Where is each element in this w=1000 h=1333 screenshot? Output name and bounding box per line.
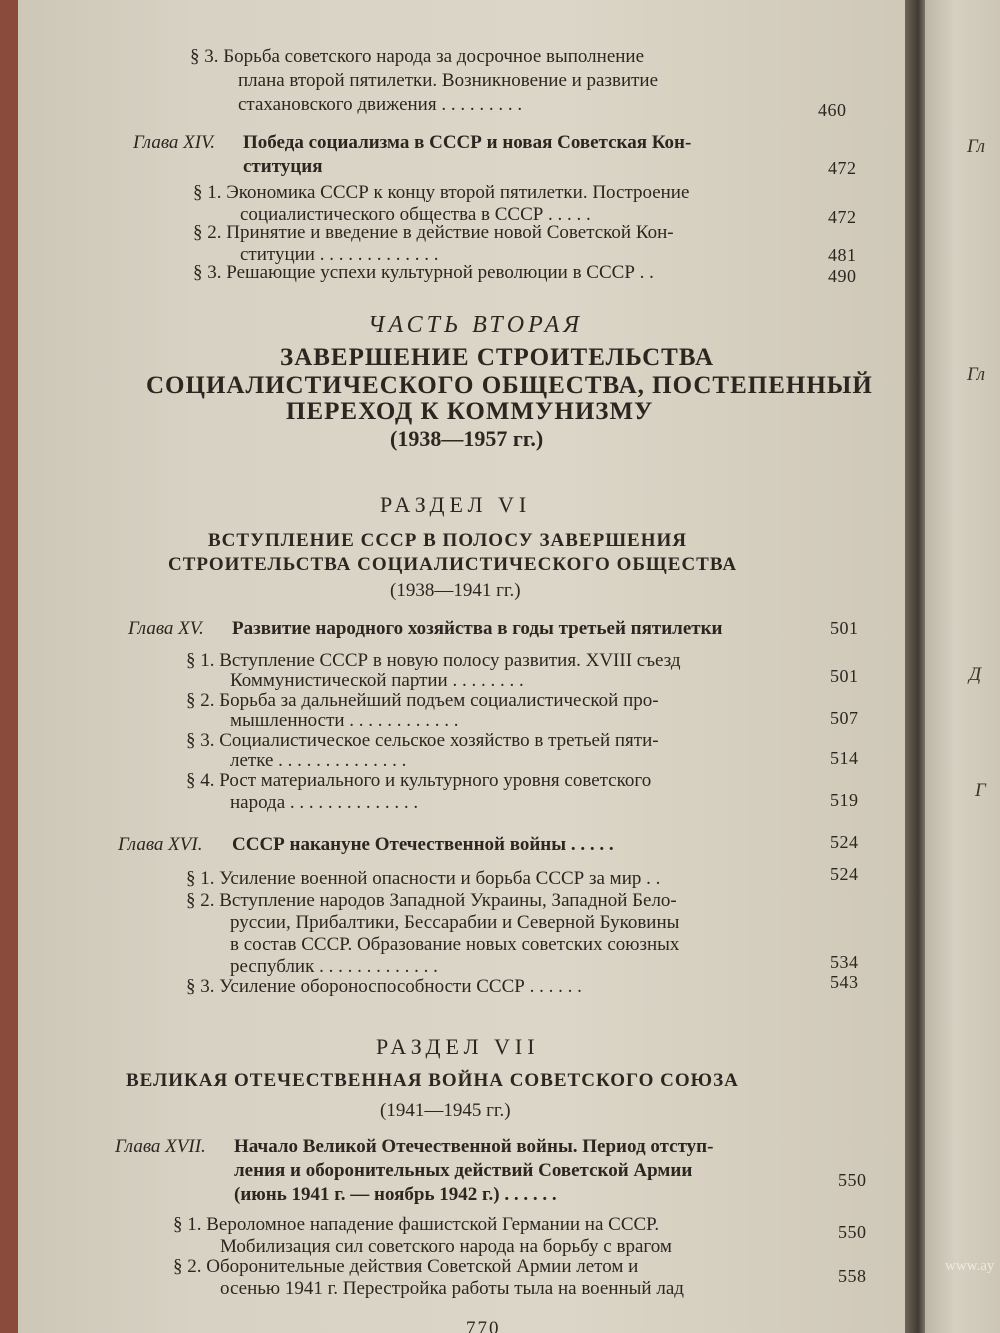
ch15-item-1-line1: § 1. Вступление СССР в новую полосу развития. XVIII съезд (186, 650, 681, 671)
chapter-14-title-line1: Победа социализма в СССР и новая Советская Кон- (243, 132, 692, 153)
ch15-item-1-line2: Коммунистической партии . . . . . . . . (230, 670, 524, 691)
ch16-item-3-line1: § 3. Усиление обороноспособности СССР . . . . . . (186, 976, 582, 997)
right-page-fragment: Гл (967, 364, 986, 385)
ch15-item-1-page: 501 (830, 666, 859, 686)
ch14-item-1-line1: § 1. Экономика СССР к концу второй пятилетки. Построение (193, 182, 690, 203)
chapter-14-label: Глава XIV. (133, 132, 216, 153)
toc-para-3-page: 460 (818, 100, 847, 120)
ch16-item-2-line3: в состав СССР. Образование новых советских союзных (230, 934, 680, 955)
ch17-item-2-line1: § 2. Оборонительные действия Советской Армии летом и (173, 1256, 639, 1277)
chapter-15-label: Глава XV. (128, 618, 204, 639)
section-6-title-line2: СТРОИТЕЛЬСТВА СОЦИАЛИСТИЧЕСКОГО ОБЩЕСТВА (168, 554, 738, 575)
ch16-item-2-line4: республик . . . . . . . . . . . . . (230, 956, 438, 977)
ch15-item-3-line2: летке . . . . . . . . . . . . . . (230, 750, 407, 771)
right-page-fragment: Г (975, 780, 986, 801)
ch16-item-2-line2: руссии, Прибалтики, Бессарабии и Северной Буковины (230, 912, 680, 933)
ch15-item-4-page: 519 (830, 790, 859, 810)
chapter-14-title-line2: ституция (243, 156, 323, 177)
ch16-item-2-page: 534 (830, 952, 859, 972)
ch14-item-2-line2: ституции . . . . . . . . . . . . . (240, 244, 439, 265)
chapter-17-label: Глава XVII. (115, 1136, 206, 1157)
ch15-item-4-line2: народа . . . . . . . . . . . . . . (230, 792, 419, 813)
chapter-17-line2: ления и оборонительных действий Советской Армии (234, 1160, 693, 1181)
ch15-item-3-line1: § 3. Социалистическое сельское хозяйство в третьей пяти- (186, 730, 659, 751)
ch16-item-1-page: 524 (830, 864, 859, 884)
ch17-item-2-page: 558 (838, 1266, 867, 1286)
ch15-item-2-line2: мышленности . . . . . . . . . . . . (230, 710, 459, 731)
ch15-item-2-page: 507 (830, 708, 859, 728)
chapter-15-page: 501 (830, 618, 859, 638)
ch14-item-3-line1: § 3. Решающие успехи культурной революции в СССР . . (193, 262, 654, 283)
ch16-item-1-line1: § 1. Усиление военной опасности и борьба СССР за мир . . (186, 868, 661, 889)
chapter-15-title: Развитие народного хозяйства в годы третьей пятилетки (232, 618, 723, 639)
right-page-fragment: Гл (967, 136, 986, 157)
toc-para-3-line2: плана второй пятилетки. Возникновение и развитие (238, 70, 659, 91)
ch15-item-4-line1: § 4. Рост материального и культурного уровня советского (186, 770, 652, 791)
ch16-item-2-line1: § 2. Вступление народов Западной Украины, Западной Бело- (186, 890, 677, 911)
ch16-item-3-page: 543 (830, 972, 859, 992)
part-two-title-line1: ЗАВЕРШЕНИЕ СТРОИТЕЛЬСТВА (280, 344, 714, 371)
chapter-16-page: 524 (830, 832, 859, 852)
toc-para-3-line3: стахановского движения . . . . . . . . . (238, 94, 523, 115)
part-two-label: ЧАСТЬ ВТОРАЯ (368, 312, 584, 338)
section-6-title-line1: ВСТУПЛЕНИЕ СССР В ПОЛОСУ ЗАВЕРШЕНИЯ (208, 530, 688, 551)
chapter-17-line1: Начало Великой Отечественной войны. Период отступ- (234, 1136, 714, 1157)
section-7-label: РАЗДЕЛ VII (376, 1034, 540, 1059)
part-two-years: (1938—1957 гг.) (390, 426, 544, 451)
chapter-17-page: 550 (838, 1170, 867, 1190)
section-7-title: ВЕЛИКАЯ ОТЕЧЕСТВЕННАЯ ВОЙНА СОВЕТСКОГО СОЮЗА (126, 1070, 739, 1091)
part-two-title-line2: СОЦИАЛИСТИЧЕСКОГО ОБЩЕСТВА, ПОСТЕПЕННЫЙ (146, 372, 873, 399)
ch14-item-1-page: 472 (828, 207, 857, 227)
ch14-item-2-page: 481 (828, 245, 857, 265)
book-page (18, 0, 918, 1333)
ch14-item-1-line2: социалистического общества в СССР . . . . . (240, 204, 591, 225)
ch15-item-3-page: 514 (830, 748, 859, 768)
right-page-edge (925, 0, 1000, 1333)
chapter-16-title: СССР накануне Отечественной войны . . . . . (232, 834, 614, 855)
ch17-item-1-line1: § 1. Вероломное нападение фашистской Германии на СССР. (173, 1214, 660, 1235)
part-two-title-line3: ПЕРЕХОД К КОММУНИЗМУ (286, 398, 654, 425)
ch15-item-2-line1: § 2. Борьба за дальнейший подъем социалистической про- (186, 690, 659, 711)
toc-para-3-line1: § 3. Борьба советского народа за досрочное выполнение (190, 46, 645, 67)
section-6-years: (1938—1941 гг.) (390, 580, 521, 601)
section-6-label: РАЗДЕЛ VI (380, 492, 532, 517)
ch14-item-3-page: 490 (828, 266, 857, 286)
ch17-item-1-line2: Мобилизация сил советского народа на борьбу с врагом (220, 1236, 672, 1257)
footer-page-number: 770 (466, 1318, 501, 1333)
chapter-16-label: Глава XVI. (118, 834, 203, 855)
section-7-years: (1941—1945 гг.) (380, 1100, 511, 1121)
ch17-item-2-line2: осенью 1941 г. Перестройка работы тыла на военный лад (220, 1278, 684, 1299)
chapter-17-line3: (июнь 1941 г. — ноябрь 1942 г.) . . . . . . (234, 1184, 557, 1205)
watermark: www.ay (945, 1258, 995, 1274)
ch14-item-2-line1: § 2. Принятие и введение в действие новой Советской Кон- (193, 222, 674, 243)
right-page-fragment: Д (969, 664, 982, 685)
book-gutter (905, 0, 927, 1333)
ch17-item-1-page: 550 (838, 1222, 867, 1242)
chapter-14-page: 472 (828, 158, 857, 178)
